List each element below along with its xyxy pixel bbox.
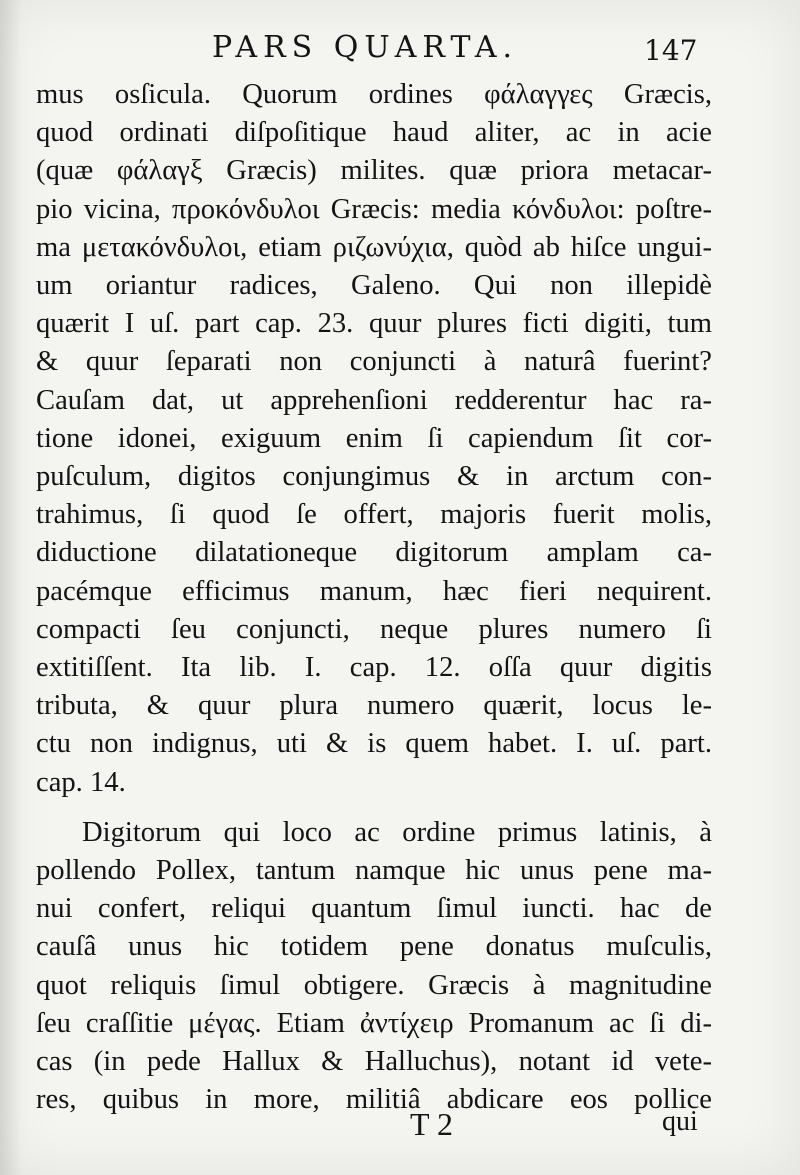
text-line: cas (in pede Hallux & Halluchus), notant id vete- — [36, 1046, 712, 1078]
text-line: pio vicina, προκόνδυλοι Græcis: media κόνδυλοι: poſtre- — [36, 193, 712, 225]
text-line: ma μετακόνδυλοι, etiam ριζωνύχια, quòd ab hiſce ungui- — [36, 231, 712, 263]
catchword: qui — [662, 1106, 698, 1137]
text-line: trahimus, ſi quod ſe offert, majoris fuerit molis, — [36, 499, 712, 531]
text-line: (quæ φάλαγξ Græcis) milites. quæ priora metacar- — [36, 155, 712, 187]
text-line: ctu non indignus, uti & is quem habet. I. uſ. part. — [36, 728, 712, 760]
text-line: extitiſſent. Ita lib. I. cap. 12. oſſa quur digitis — [36, 652, 712, 684]
text-line: diductione dilatationeque digitorum amplam ca- — [36, 537, 712, 569]
text-line: pacémque efficimus manum, hæc fieri nequirent. — [36, 575, 712, 607]
signature-mark: T 2 — [410, 1106, 453, 1142]
text-line: puſculum, digitos conjungimus & in arctum con- — [36, 461, 712, 493]
text-line: tione idonei, exiguum enim ſi capiendum ſit cor- — [36, 422, 712, 454]
text-line: mus osſicula. Quorum ordines φάλαγγες Græcis, — [36, 79, 712, 110]
running-title: PARS QUARTA. — [212, 30, 519, 65]
text-block — [36, 76, 712, 1119]
text-line: res, quibus in more, militiâ abdicare eos pollice — [36, 1084, 712, 1116]
page-footer — [0, 1106, 800, 1150]
text-line: ſeu craſſitie μέγας. Etiam ἀντίχειρ Promanum ac ſi di- — [36, 1007, 712, 1039]
text-line: um oriantur radices, Galeno. Qui non illepidè — [36, 270, 712, 302]
gutter-shadow — [0, 0, 22, 1175]
paragraph-1 — [36, 76, 712, 802]
text-line: tributa, & quur plura numero quærit, locus le- — [36, 690, 712, 722]
text-line: quærit I uſ. part cap. 23. quur plures ficti digiti, tum — [36, 308, 712, 340]
text-line: Digitorum qui loco ac ordine primus latinis, à — [82, 816, 712, 848]
text-line: quot reliquis ſimul obtigere. Græcis à magnitudine — [36, 969, 712, 1001]
text-line: cauſâ unus hic totidem pene donatus muſculis, — [36, 931, 712, 963]
text-line: quod ordinati diſpoſitique haud aliter, ac in acie — [36, 117, 712, 149]
text-line: Cauſam dat, ut apprehenſioni redderentur hac ra- — [36, 384, 712, 416]
running-head — [0, 30, 800, 70]
page-number: 147 — [644, 34, 698, 67]
paragraph-2 — [36, 814, 712, 1120]
text-line: pollendo Pollex, tantum namque hic unus pene ma- — [36, 855, 712, 887]
text-line: cap. 14. — [36, 766, 126, 798]
text-line: nui confert, reliqui quantum ſimul iuncti. hac de — [36, 893, 712, 925]
text-line: compacti ſeu conjuncti, neque plures numero ſi — [36, 613, 712, 645]
text-line: & quur ſeparati non conjuncti à naturâ fuerint? — [36, 346, 712, 378]
